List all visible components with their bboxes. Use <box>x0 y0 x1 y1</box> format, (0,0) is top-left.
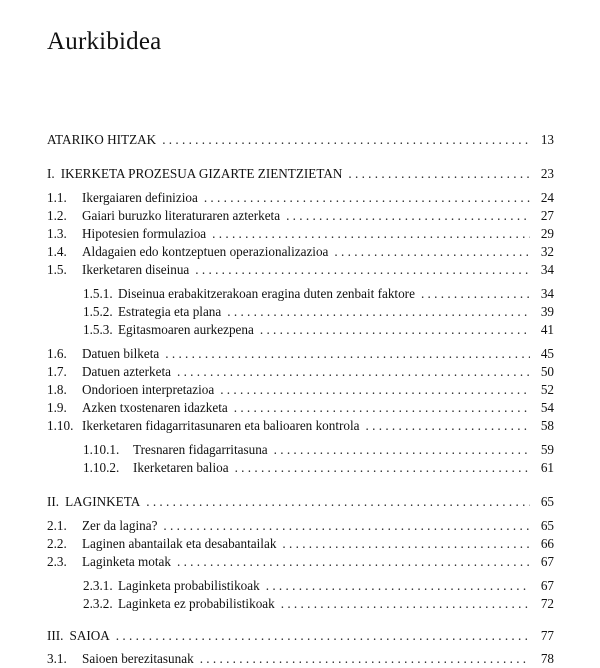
toc-section-1-1[interactable] <box>47 189 554 207</box>
toc-entry-title: Estrategia eta plana <box>118 304 222 319</box>
toc-entry-title: SAIOA <box>69 628 110 643</box>
toc-entry-title: Tresnaren fidagarritasuna <box>133 442 268 457</box>
toc-subsection-1-5-1[interactable] <box>83 285 554 303</box>
toc-subsection-1-10-1[interactable] <box>83 441 554 459</box>
toc-entry-number: 2.2. <box>47 536 67 551</box>
toc-entry-page: 59 <box>540 442 554 457</box>
dot-leader <box>334 243 530 261</box>
toc-entry-number: 2.3. <box>47 554 67 569</box>
toc-entry-title: Aldagaien edo kontzeptuen operazionalizazioa <box>82 244 329 259</box>
toc-entry-title: Datuen bilketa <box>82 346 160 361</box>
toc-entry-number: 2.1. <box>47 518 67 533</box>
toc-entry-page: 41 <box>540 322 554 337</box>
toc-section-1-10[interactable] <box>47 417 554 435</box>
toc-entry-page: 23 <box>540 166 554 181</box>
toc-entry-title: Laginen abantailak eta desabantailak <box>82 536 277 551</box>
toc-entry-title: ATARIKO HITZAK <box>47 132 157 147</box>
toc-section-1-4[interactable] <box>47 243 554 261</box>
toc-section-1-6[interactable] <box>47 345 554 363</box>
toc-entry-page: 13 <box>540 132 554 147</box>
page-title: Aurkibidea <box>47 28 162 55</box>
toc-entry-number: 1.1. <box>47 190 67 205</box>
toc-entry-number: 2.3.1. <box>83 578 113 593</box>
toc-section-1-8[interactable] <box>47 381 554 399</box>
toc-entry-page: 27 <box>540 208 554 223</box>
toc-entry-title: Zer da lagina? <box>82 518 158 533</box>
toc-subsection-1-10-2[interactable] <box>83 459 554 477</box>
toc-entry-title: Hipotesien formulazioa <box>82 226 207 241</box>
toc-entry-page: 32 <box>540 244 554 259</box>
toc-entry-page: 34 <box>540 262 554 277</box>
toc-entry-title: IKERKETA PROZESUA GIZARTE ZIENTZIETAN <box>60 166 343 181</box>
toc-entry-title: Diseinua erabakitzerakoan eragina duten zenbait faktore <box>118 286 415 301</box>
toc-entry-page: 65 <box>540 494 554 509</box>
toc-entry-title: Ikerketaren fidagarritasunaren eta balioaren kontrola <box>82 418 360 433</box>
toc-entry-page: 78 <box>540 651 554 666</box>
toc-entry-page: 67 <box>540 554 554 569</box>
dot-leader <box>227 303 530 321</box>
toc-entry-number: 1.5. <box>47 262 67 277</box>
dot-leader <box>348 165 530 183</box>
toc-entry-page: 34 <box>540 286 554 301</box>
toc-entry-number: I. <box>47 166 55 181</box>
toc-entry-number: 1.4. <box>47 244 67 259</box>
toc-section-1-5[interactable] <box>47 261 554 279</box>
dot-leader <box>165 345 530 363</box>
dot-leader <box>212 225 530 243</box>
toc-entry-title: Laginketa ez probabilistikoak <box>118 596 275 611</box>
toc-entry-number: II. <box>47 494 60 509</box>
toc-section-1-2[interactable] <box>47 207 554 225</box>
toc-entry-number: 2.3.2. <box>83 596 113 611</box>
dot-leader <box>281 595 530 613</box>
toc-entry-page: 77 <box>540 628 554 643</box>
toc-entry-title: Datuen azterketa <box>82 364 171 379</box>
dot-leader <box>200 650 530 668</box>
toc-subsection-1-5-3[interactable] <box>83 321 554 339</box>
toc-entry-page: 29 <box>540 226 554 241</box>
toc-entry-page: 66 <box>540 536 554 551</box>
dot-leader <box>116 627 530 645</box>
dot-leader <box>177 553 530 571</box>
toc-entry-page: 50 <box>540 364 554 379</box>
toc-subsection-1-5-2[interactable] <box>83 303 554 321</box>
dot-leader <box>162 131 530 149</box>
toc-entry-title: Gaiari buruzko literaturaren azterketa <box>82 208 281 223</box>
toc-entry-page: 67 <box>540 578 554 593</box>
toc-section-3-1[interactable] <box>47 650 554 668</box>
dot-leader <box>260 321 530 339</box>
toc-entry-title: LAGINKETA <box>65 494 141 509</box>
toc-section-2-1[interactable] <box>47 517 554 535</box>
toc-section-1-7[interactable] <box>47 363 554 381</box>
toc-section-2-2[interactable] <box>47 535 554 553</box>
toc-entry-title: Egitasmoaren aurkezpena <box>118 322 254 337</box>
toc-entry-number: 1.10.2. <box>83 460 120 475</box>
toc-entry-page: 45 <box>540 346 554 361</box>
toc-entry-title: Azken txostenaren idazketa <box>82 400 228 415</box>
dot-leader <box>235 459 530 477</box>
dot-leader <box>163 517 530 535</box>
toc-entry-number: 1.5.1. <box>83 286 113 301</box>
toc-entry-title: Ikerketaren balioa <box>133 460 229 475</box>
dot-leader <box>146 493 530 511</box>
dot-leader <box>274 441 530 459</box>
dot-leader <box>286 207 530 225</box>
toc-subsection-2-3-1[interactable] <box>83 577 554 595</box>
toc-entry-number: 1.5.3. <box>83 322 113 337</box>
toc-entry-title: Ikerketaren diseinua <box>82 262 190 277</box>
toc-entry-title: Laginketa motak <box>82 554 171 569</box>
toc-chapter-2[interactable] <box>47 493 554 511</box>
toc-entry-page: 52 <box>540 382 554 397</box>
toc-entry-title: Saioen berezitasunak <box>82 651 194 666</box>
toc-entry-number: 1.3. <box>47 226 67 241</box>
dot-leader <box>234 399 530 417</box>
toc-section-1-3[interactable] <box>47 225 554 243</box>
toc-entry-number: 1.5.2. <box>83 304 113 319</box>
toc-chapter-3[interactable] <box>47 627 554 645</box>
toc-entry-number: 1.10. <box>47 418 74 433</box>
toc-entry-page: 65 <box>540 518 554 533</box>
toc-entry-title: Ondorioen interpretazioa <box>82 382 215 397</box>
dot-leader <box>220 381 530 399</box>
toc-entry-number: 1.7. <box>47 364 67 379</box>
toc-subsection-2-3-2[interactable] <box>83 595 554 613</box>
toc-entry-page: 72 <box>540 596 554 611</box>
toc-entry-page: 24 <box>540 190 554 205</box>
dot-leader <box>366 417 530 435</box>
toc-chapter-1[interactable] <box>47 165 554 183</box>
dot-leader <box>266 577 530 595</box>
toc-entry-page: 54 <box>540 400 554 415</box>
toc-entry-number: III. <box>47 628 64 643</box>
toc-section-2-3[interactable] <box>47 553 554 571</box>
toc-entry-number: 1.6. <box>47 346 67 361</box>
dot-leader <box>282 535 530 553</box>
dot-leader <box>421 285 530 303</box>
toc-entry-title: Laginketa probabilistikoak <box>118 578 260 593</box>
toc-entry-number: 1.2. <box>47 208 67 223</box>
toc-entry-page: 61 <box>540 460 554 475</box>
toc-entry-atariko-hitzak[interactable] <box>47 131 554 149</box>
toc-entry-title: Ikergaiaren definizioa <box>82 190 198 205</box>
toc-entry-number: 1.9. <box>47 400 67 415</box>
toc-entry-number: 3.1. <box>47 651 67 666</box>
toc-entry-number: 1.10.1. <box>83 442 120 457</box>
dot-leader <box>195 261 530 279</box>
dot-leader <box>204 189 530 207</box>
toc-entry-page: 58 <box>540 418 554 433</box>
toc-entry-number: 1.8. <box>47 382 67 397</box>
toc-entry-page: 39 <box>540 304 554 319</box>
dot-leader <box>177 363 530 381</box>
toc-section-1-9[interactable] <box>47 399 554 417</box>
